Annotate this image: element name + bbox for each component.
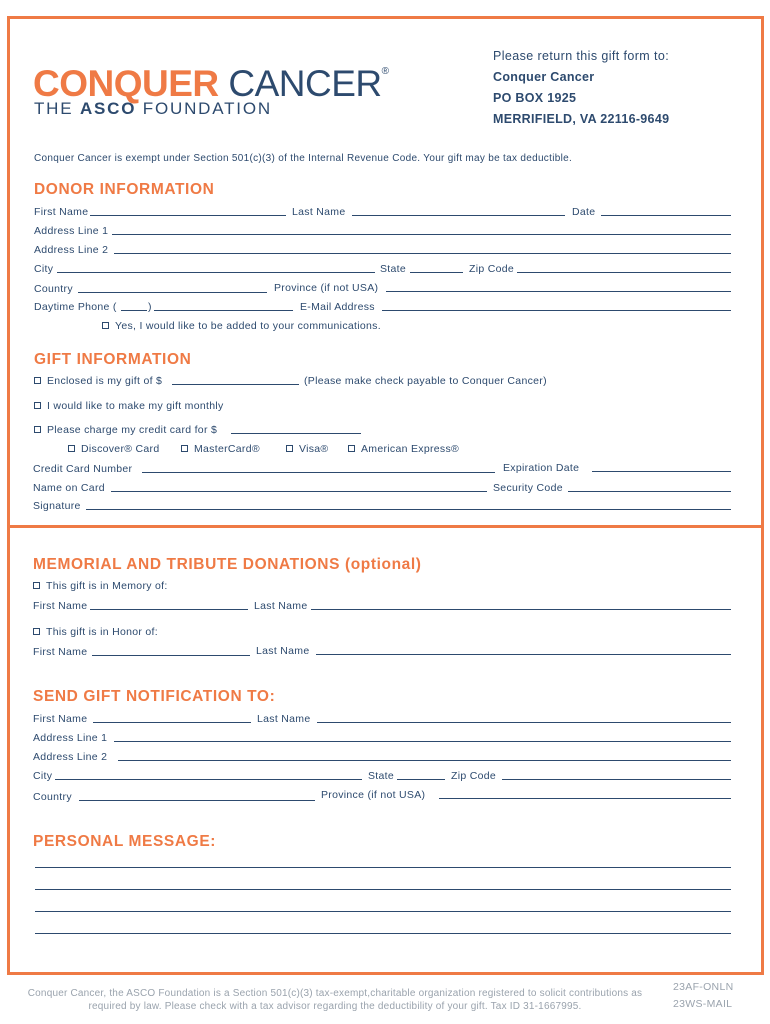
memory-option[interactable] <box>33 580 168 592</box>
notify-state-field[interactable] <box>397 779 445 780</box>
message-line-3[interactable] <box>35 911 731 912</box>
opt-in-checkbox[interactable] <box>102 322 109 329</box>
memory-last-name-field[interactable] <box>311 609 731 610</box>
notify-last-name-label: Last Name <box>257 713 311 725</box>
notify-first-name-field[interactable] <box>93 722 251 723</box>
logo: CONQUER CANCER® <box>33 63 389 104</box>
gift-amount-field[interactable] <box>172 384 299 385</box>
exempt-note: Conquer Cancer is exempt under Section 501(c)(3) of the Internal Revenue Code. Your gift may be tax deductible. <box>34 153 573 164</box>
amex-label: American Express® <box>361 443 460 455</box>
return-pobox: PO BOX 1925 <box>493 91 577 105</box>
message-line-2[interactable] <box>35 889 731 890</box>
footer-line-2: required by law. Please check with a tax advisor regarding the deductibility of your gift. Tax ID 31-1667995. <box>88 1001 582 1012</box>
message-section-title: PERSONAL MESSAGE: <box>33 833 217 850</box>
message-line-1[interactable] <box>35 867 731 868</box>
memory-last-name-label: Last Name <box>254 600 308 612</box>
donor-city-field[interactable] <box>57 272 375 273</box>
notify-zip-field[interactable] <box>502 779 731 780</box>
honor-last-name-field[interactable] <box>316 654 731 655</box>
return-title: Please return this gift form to: <box>493 49 670 63</box>
notify-country-label: Country <box>33 791 72 803</box>
donor-address1-label: Address Line 1 <box>34 225 109 237</box>
donor-state-label: State <box>380 263 407 275</box>
donor-last-name-field[interactable] <box>352 215 565 216</box>
honor-first-name-field[interactable] <box>92 655 250 656</box>
gift-monthly-option[interactable] <box>34 400 224 412</box>
honor-first-name-label: First Name <box>33 646 88 658</box>
signature-label: Signature <box>33 500 81 512</box>
notify-address1-label: Address Line 1 <box>33 732 108 744</box>
discover-label: Discover® Card <box>81 443 160 455</box>
memory-first-name-label: First Name <box>33 600 88 612</box>
donor-city-label: City <box>34 263 54 275</box>
honor-option[interactable] <box>33 626 158 638</box>
notify-province-field[interactable] <box>439 798 731 799</box>
memory-first-name-field[interactable] <box>90 609 248 610</box>
charge-label: Please charge my credit card for $ <box>47 424 218 436</box>
donor-phone-label: Daytime Phone ( <box>34 301 117 313</box>
visa-label: Visa® <box>299 443 329 455</box>
donor-section-title: DONOR INFORMATION <box>34 181 215 198</box>
notify-city-label: City <box>33 770 53 782</box>
memorial-section-title: MEMORIAL AND TRIBUTE DONATIONS (optional) <box>33 556 422 573</box>
donor-province-field[interactable] <box>386 291 731 292</box>
notify-first-name-label: First Name <box>33 713 88 725</box>
donor-state-field[interactable] <box>410 272 463 273</box>
name-on-card-field[interactable] <box>111 491 487 492</box>
donor-country-label: Country <box>34 283 73 295</box>
donor-address2-field[interactable] <box>114 253 731 254</box>
message-line-4[interactable] <box>35 933 731 934</box>
expiration-field[interactable] <box>592 471 731 472</box>
donor-address2-label: Address Line 2 <box>34 244 109 256</box>
donor-email-field[interactable] <box>382 310 731 311</box>
opt-in-label: Yes, I would like to be added to your communications. <box>115 320 381 332</box>
card-master-option[interactable] <box>181 443 260 455</box>
charge-checkbox[interactable] <box>34 426 41 433</box>
donor-country-field[interactable] <box>78 292 267 293</box>
gift-enclosed-option[interactable] <box>34 375 162 387</box>
form-code-2: 23WS-MAIL <box>673 998 733 1010</box>
card-number-field[interactable] <box>142 472 495 473</box>
monthly-checkbox[interactable] <box>34 402 41 409</box>
card-number-label: Credit Card Number <box>33 463 133 475</box>
return-name: Conquer Cancer <box>493 70 595 84</box>
notify-country-field[interactable] <box>79 800 315 801</box>
notify-zip-label: Zip Code <box>451 770 497 782</box>
donor-first-name-label: First Name <box>34 206 89 218</box>
security-code-field[interactable] <box>568 491 731 492</box>
honor-last-name-label: Last Name <box>256 645 310 657</box>
enclosed-checkbox[interactable] <box>34 377 41 384</box>
donor-phone-field[interactable] <box>154 310 293 311</box>
form-frame-bottom <box>7 525 764 975</box>
notify-address2-label: Address Line 2 <box>33 751 108 763</box>
mastercard-checkbox[interactable] <box>181 445 188 452</box>
donor-zip-label: Zip Code <box>469 263 515 275</box>
return-city: MERRIFIELD, VA 22116-9649 <box>493 112 670 126</box>
name-on-card-label: Name on Card <box>33 482 105 494</box>
donor-email-label: E-Mail Address <box>300 301 375 313</box>
donor-opt-in[interactable] <box>102 320 381 332</box>
notify-address1-field[interactable] <box>114 741 731 742</box>
footer-line-1: Conquer Cancer, the ASCO Foundation is a Section 501(c)(3) tax-exempt,charitable organization registered to solicit contributions as <box>27 988 643 999</box>
donor-zip-field[interactable] <box>517 272 731 273</box>
memory-checkbox[interactable] <box>33 582 40 589</box>
donor-province-label: Province (if not USA) <box>274 282 379 294</box>
notify-last-name-field[interactable] <box>317 722 731 723</box>
gift-section-title: GIFT INFORMATION <box>34 351 192 368</box>
expiration-label: Expiration Date <box>503 462 580 474</box>
notify-address2-field[interactable] <box>118 760 731 761</box>
security-code-label: Security Code <box>493 482 563 494</box>
form-code-1: 23AF-ONLN <box>673 981 734 993</box>
donor-first-name-field[interactable] <box>90 215 286 216</box>
memory-label: This gift is in Memory of: <box>46 580 168 592</box>
donor-date-field[interactable] <box>601 215 731 216</box>
notify-state-label: State <box>368 770 395 782</box>
logo-subtitle: THE ASCO FOUNDATION <box>34 99 272 118</box>
mastercard-label: MasterCard® <box>194 443 260 455</box>
donor-address1-field[interactable] <box>112 234 731 235</box>
card-amex-option[interactable] <box>348 443 459 455</box>
visa-checkbox[interactable] <box>286 445 293 452</box>
monthly-label: I would like to make my gift monthly <box>47 400 224 412</box>
notify-city-field[interactable] <box>55 779 362 780</box>
notify-section-title: SEND GIFT NOTIFICATION TO: <box>33 688 276 705</box>
charge-amount-field[interactable] <box>231 433 361 434</box>
honor-label: This gift is in Honor of: <box>46 626 158 638</box>
enclosed-label: Enclosed is my gift of $ <box>47 375 163 387</box>
donor-date-label: Date <box>572 206 596 218</box>
gift-check-note: (Please make check payable to Conquer Cancer) <box>304 375 547 387</box>
notify-province-label: Province (if not USA) <box>321 789 426 801</box>
donor-phone-area-field[interactable] <box>121 310 147 311</box>
card-discover-option[interactable] <box>68 443 159 455</box>
signature-field[interactable] <box>86 509 731 510</box>
donor-last-name-label: Last Name <box>292 206 346 218</box>
gift-charge-option[interactable] <box>34 424 217 436</box>
amex-checkbox[interactable] <box>348 445 355 452</box>
donor-phone-close: ) <box>148 301 152 313</box>
honor-checkbox[interactable] <box>33 628 40 635</box>
discover-checkbox[interactable] <box>68 445 75 452</box>
card-visa-option[interactable] <box>286 443 328 455</box>
